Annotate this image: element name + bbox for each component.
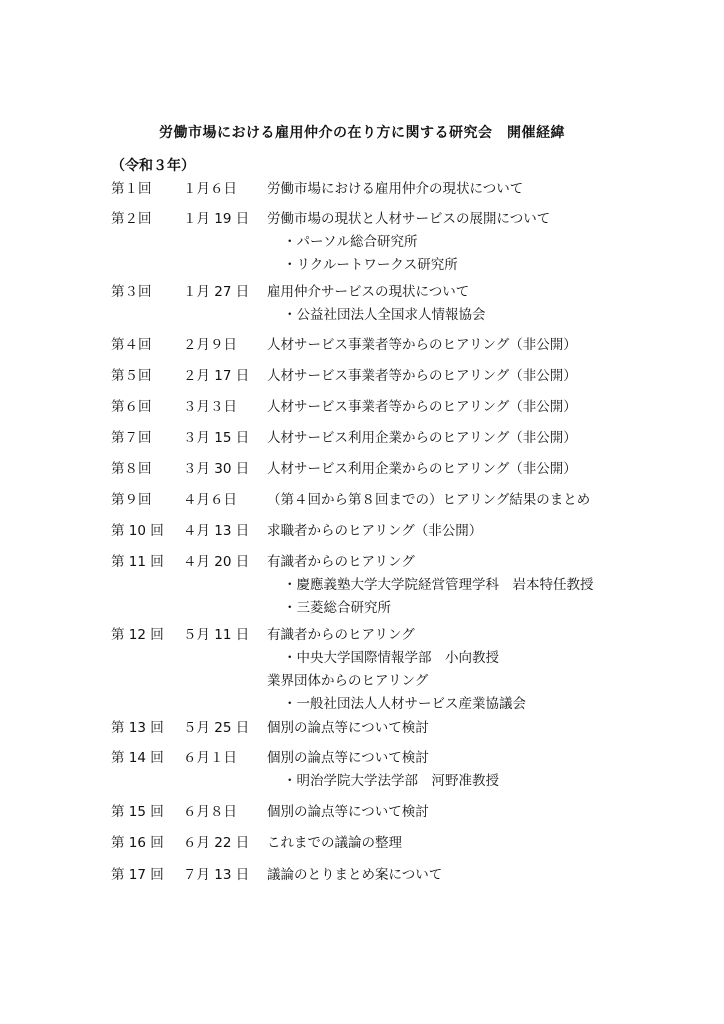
session-date: ４月６日 xyxy=(183,492,237,508)
session-topic: 人材サービス事業者等からのヒアリング（非公開） xyxy=(267,368,577,384)
session-topic: 人材サービス利用企業からのヒアリング（非公開） xyxy=(267,430,577,446)
document-title: 労働市場における雇用仲介の在り方に関する研究会 開催経緯 xyxy=(159,125,565,141)
session-date: ７月 13 日 xyxy=(183,867,250,883)
session-topic: 人材サービス利用企業からのヒアリング（非公開） xyxy=(267,461,577,477)
session-date: ４月 20 日 xyxy=(183,554,250,570)
session-topic: 個別の論点等について検討 xyxy=(267,720,429,736)
session-topic: 人材サービス事業者等からのヒアリング（非公開） xyxy=(267,399,577,415)
session-number: 第１回 xyxy=(111,181,152,197)
session-topic: 労働市場における雇用仲介の現状について xyxy=(267,181,524,197)
session-date: １月６日 xyxy=(183,181,237,197)
session-detail: ・明治学院大学法学部 河野准教授 xyxy=(283,773,499,789)
session-topic: 求職者からのヒアリング（非公開） xyxy=(267,523,483,539)
session-number: 第２回 xyxy=(111,211,152,227)
session-topic: 雇用仲介サービスの現状について xyxy=(267,284,470,300)
session-date: ５月 25 日 xyxy=(183,720,250,736)
session-number: 第８回 xyxy=(111,461,152,477)
session-number: 第 16 回 xyxy=(111,835,164,851)
session-date: １月 27 日 xyxy=(183,284,250,300)
session-number: 第 15 回 xyxy=(111,804,164,820)
session-number: 第 10 回 xyxy=(111,523,164,539)
session-date: ２月９日 xyxy=(183,337,237,353)
session-number: 第６回 xyxy=(111,399,152,415)
session-date: ３月 15 日 xyxy=(183,430,250,446)
session-date: ４月 13 日 xyxy=(183,523,250,539)
session-topic: 個別の論点等について検討 xyxy=(267,804,429,820)
session-date: ６月 22 日 xyxy=(183,835,250,851)
session-topic: （第４回から第８回までの）ヒアリング結果のまとめ xyxy=(267,492,591,508)
session-detail: ・慶應義塾大学大学院経営管理学科 岩本特任教授 xyxy=(283,577,594,593)
session-number: 第 11 回 xyxy=(111,554,164,570)
session-number: 第９回 xyxy=(111,492,152,508)
session-detail: ・中央大学国際情報学部 小向教授 xyxy=(283,650,499,666)
session-topic: 議論のとりまとめ案について xyxy=(267,867,443,883)
session-number: 第 14 回 xyxy=(111,750,164,766)
session-number: 第３回 xyxy=(111,284,152,300)
year-heading: （令和３年） xyxy=(111,158,195,174)
session-topic: 個別の論点等について検討 xyxy=(267,750,429,766)
session-topic: 労働市場の現状と人材サービスの展開について xyxy=(267,211,551,227)
session-detail: ・リクルートワークス研究所 xyxy=(283,257,458,273)
session-number: 第 13 回 xyxy=(111,720,164,736)
session-topic: 人材サービス事業者等からのヒアリング（非公開） xyxy=(267,337,577,353)
session-date: ３月 30 日 xyxy=(183,461,250,477)
session-number: 第５回 xyxy=(111,368,152,384)
session-topic: これまでの議論の整理 xyxy=(267,835,402,851)
session-number: 第 17 回 xyxy=(111,867,164,883)
session-date: １月 19 日 xyxy=(183,211,250,227)
session-detail: ・一般社団法人人材サービス産業協議会 xyxy=(283,696,526,712)
session-date: ５月 11 日 xyxy=(183,627,250,643)
session-number: 第４回 xyxy=(111,337,152,353)
session-detail: ・公益社団法人全国求人情報協会 xyxy=(283,307,486,323)
session-topic: 有識者からのヒアリング xyxy=(267,627,415,643)
session-date: ６月８日 xyxy=(183,804,237,820)
session-date: ６月１日 xyxy=(183,750,237,766)
session-date: ３月３日 xyxy=(183,399,237,415)
session-number: 第７回 xyxy=(111,430,152,446)
session-number: 第 12 回 xyxy=(111,627,164,643)
session-topic: 業界団体からのヒアリング xyxy=(267,673,429,689)
session-detail: ・パーソル総合研究所 xyxy=(283,234,418,250)
session-date: ２月 17 日 xyxy=(183,368,250,384)
session-topic: 有識者からのヒアリング xyxy=(267,554,415,570)
session-detail: ・三菱総合研究所 xyxy=(283,600,391,616)
